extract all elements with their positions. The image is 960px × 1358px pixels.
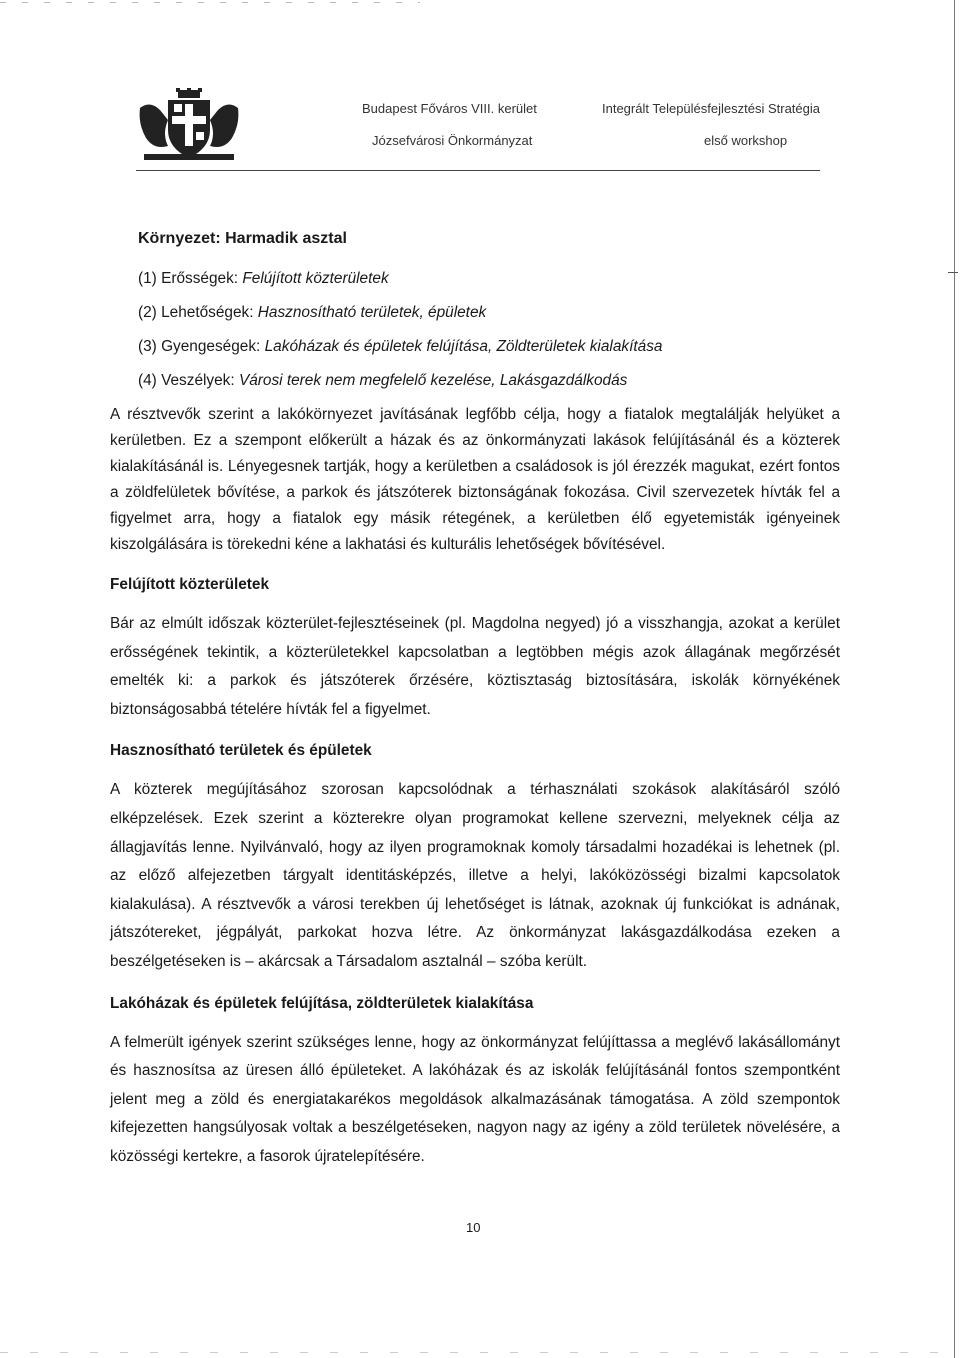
- header-municipality: Budapest Főváros VIII. kerület: [362, 101, 537, 116]
- document-body: [110, 226, 840, 1182]
- swot-item-threats: (4) Veszélyek: Városi terek nem megfelelő kezelése, Lakásgazdálkodás: [138, 372, 628, 389]
- margin-rule: [954, 0, 955, 1358]
- paragraph-housing-renovation: A felmerült igények szerint szükséges lenne, hogy az önkormányzat felújíttassa a meglévő lakásállományt és hasznosítsa az üresen álló épületeket. A lakóházak és az iskolák felújításánál fontos szempontként jelent meg a zöld és energiatakarékos megoldások alkalmazásának támogatása. A zöld szempontok kifejezetten hangsúlyosak voltak a beszélgetéseken, nagyon nagy az igény a zöld területek növelésére, a közösségi kertekre, a fasorok újratelepítésére.: [110, 1033, 840, 1165]
- heading-housing-renovation: Lakóházak és épületek felújítása, zöldterületek kialakítása: [110, 994, 534, 1012]
- section-title: Környezet: Harmadik asztal: [138, 230, 347, 247]
- scan-artifact-top: [0, 2, 420, 3]
- paragraph-renovated-public-spaces: Bár az elmúlt időszak közterület-fejlesztéseinek (pl. Magdolna negyed) jó a visszhangja, azokat a kerület erősségének tekintik, a közterületekkel kapcsolatban a legtöbben mégis azok állagának megőrzését emelték ki: a parkok és játszóterek őrzésére, köztisztaság biztosítására, iskolák környékének biztonságosabbá tételére hívták fel a figyelmet.: [110, 615, 841, 718]
- header-strategy: Integrált Településfejlesztési Stratégia: [602, 101, 820, 116]
- swot-item-opportunities: (2) Lehetőségek: Hasznosítható területek, épületek: [138, 304, 487, 321]
- coat-of-arms-icon: [138, 88, 240, 162]
- paragraph-usable-areas: A közterek megújításához szorosan kapcsolódnak a térhasználati szokások alakításáról szóló elképzelések. Ezek szerint a közterekre olyan programokat kellene szervezni, melyeknek célja az állagjavítás lenne. Nyilvánvaló, hogy az ilyen programoknak komoly társadalmi hozadékai is lehetnek (pl. az előző alfejezetben tárgyalt identitásképzés, illetve a helyi, lakóközösségi bizalmi kapcsolatok kialakulása). A résztvevők a városi terekben új lehetőséget is látnak, azoknak új funkciókat is adnának, játszótereket, jégpályát, parkokat hozva létre. Az önkormányzat lakásgazdálkodása ezeken a beszélgetéseken is – akárcsak a Társadalom asztalnál – szóba került.: [110, 781, 841, 970]
- heading-renovated-public-spaces: Felújított közterületek: [110, 576, 270, 593]
- swot-item-weaknesses: (3) Gyengeségek: Lakóházak és épületek felújítása, Zöldterületek kialakítása: [138, 338, 663, 355]
- swot-item-strengths: (1) Erősségek: Felújított közterületek: [138, 270, 389, 287]
- page-number: 10: [466, 1220, 481, 1235]
- header-authority: Józsefvárosi Önkormányzat: [372, 133, 533, 148]
- scan-artifact-bottom: [0, 1352, 940, 1353]
- header-workshop: első workshop: [704, 133, 788, 148]
- header-divider: [136, 170, 820, 171]
- heading-usable-areas: Hasznosítható területek és épületek: [110, 742, 372, 760]
- margin-tick: [948, 272, 958, 273]
- intro-paragraph: A résztvevők szerint a lakókörnyezet javításának legfőbb célja, hogy a fiatalok megtalálják helyüket a kerületben. Ez a szempont előkerült a házak és az önkormányzati lakások felújításánál és a közterek kialakításánál is. Lényegesnek tartják, hogy a kerületben a családosok is jól érezzék magukat, ezért fontos a zöldfelületek bővítése, a parkok és játszóterek biztonságának fokozása. Civil szervezetek hívták fel a figyelmet arra, hogy a fiatalok egy másik rétegének, a kerületben élő egyetemisták igényeinek kiszolgálására is törekedni kéne a lakhatási és kulturális lehetőségek bővítésével.: [110, 406, 841, 553]
